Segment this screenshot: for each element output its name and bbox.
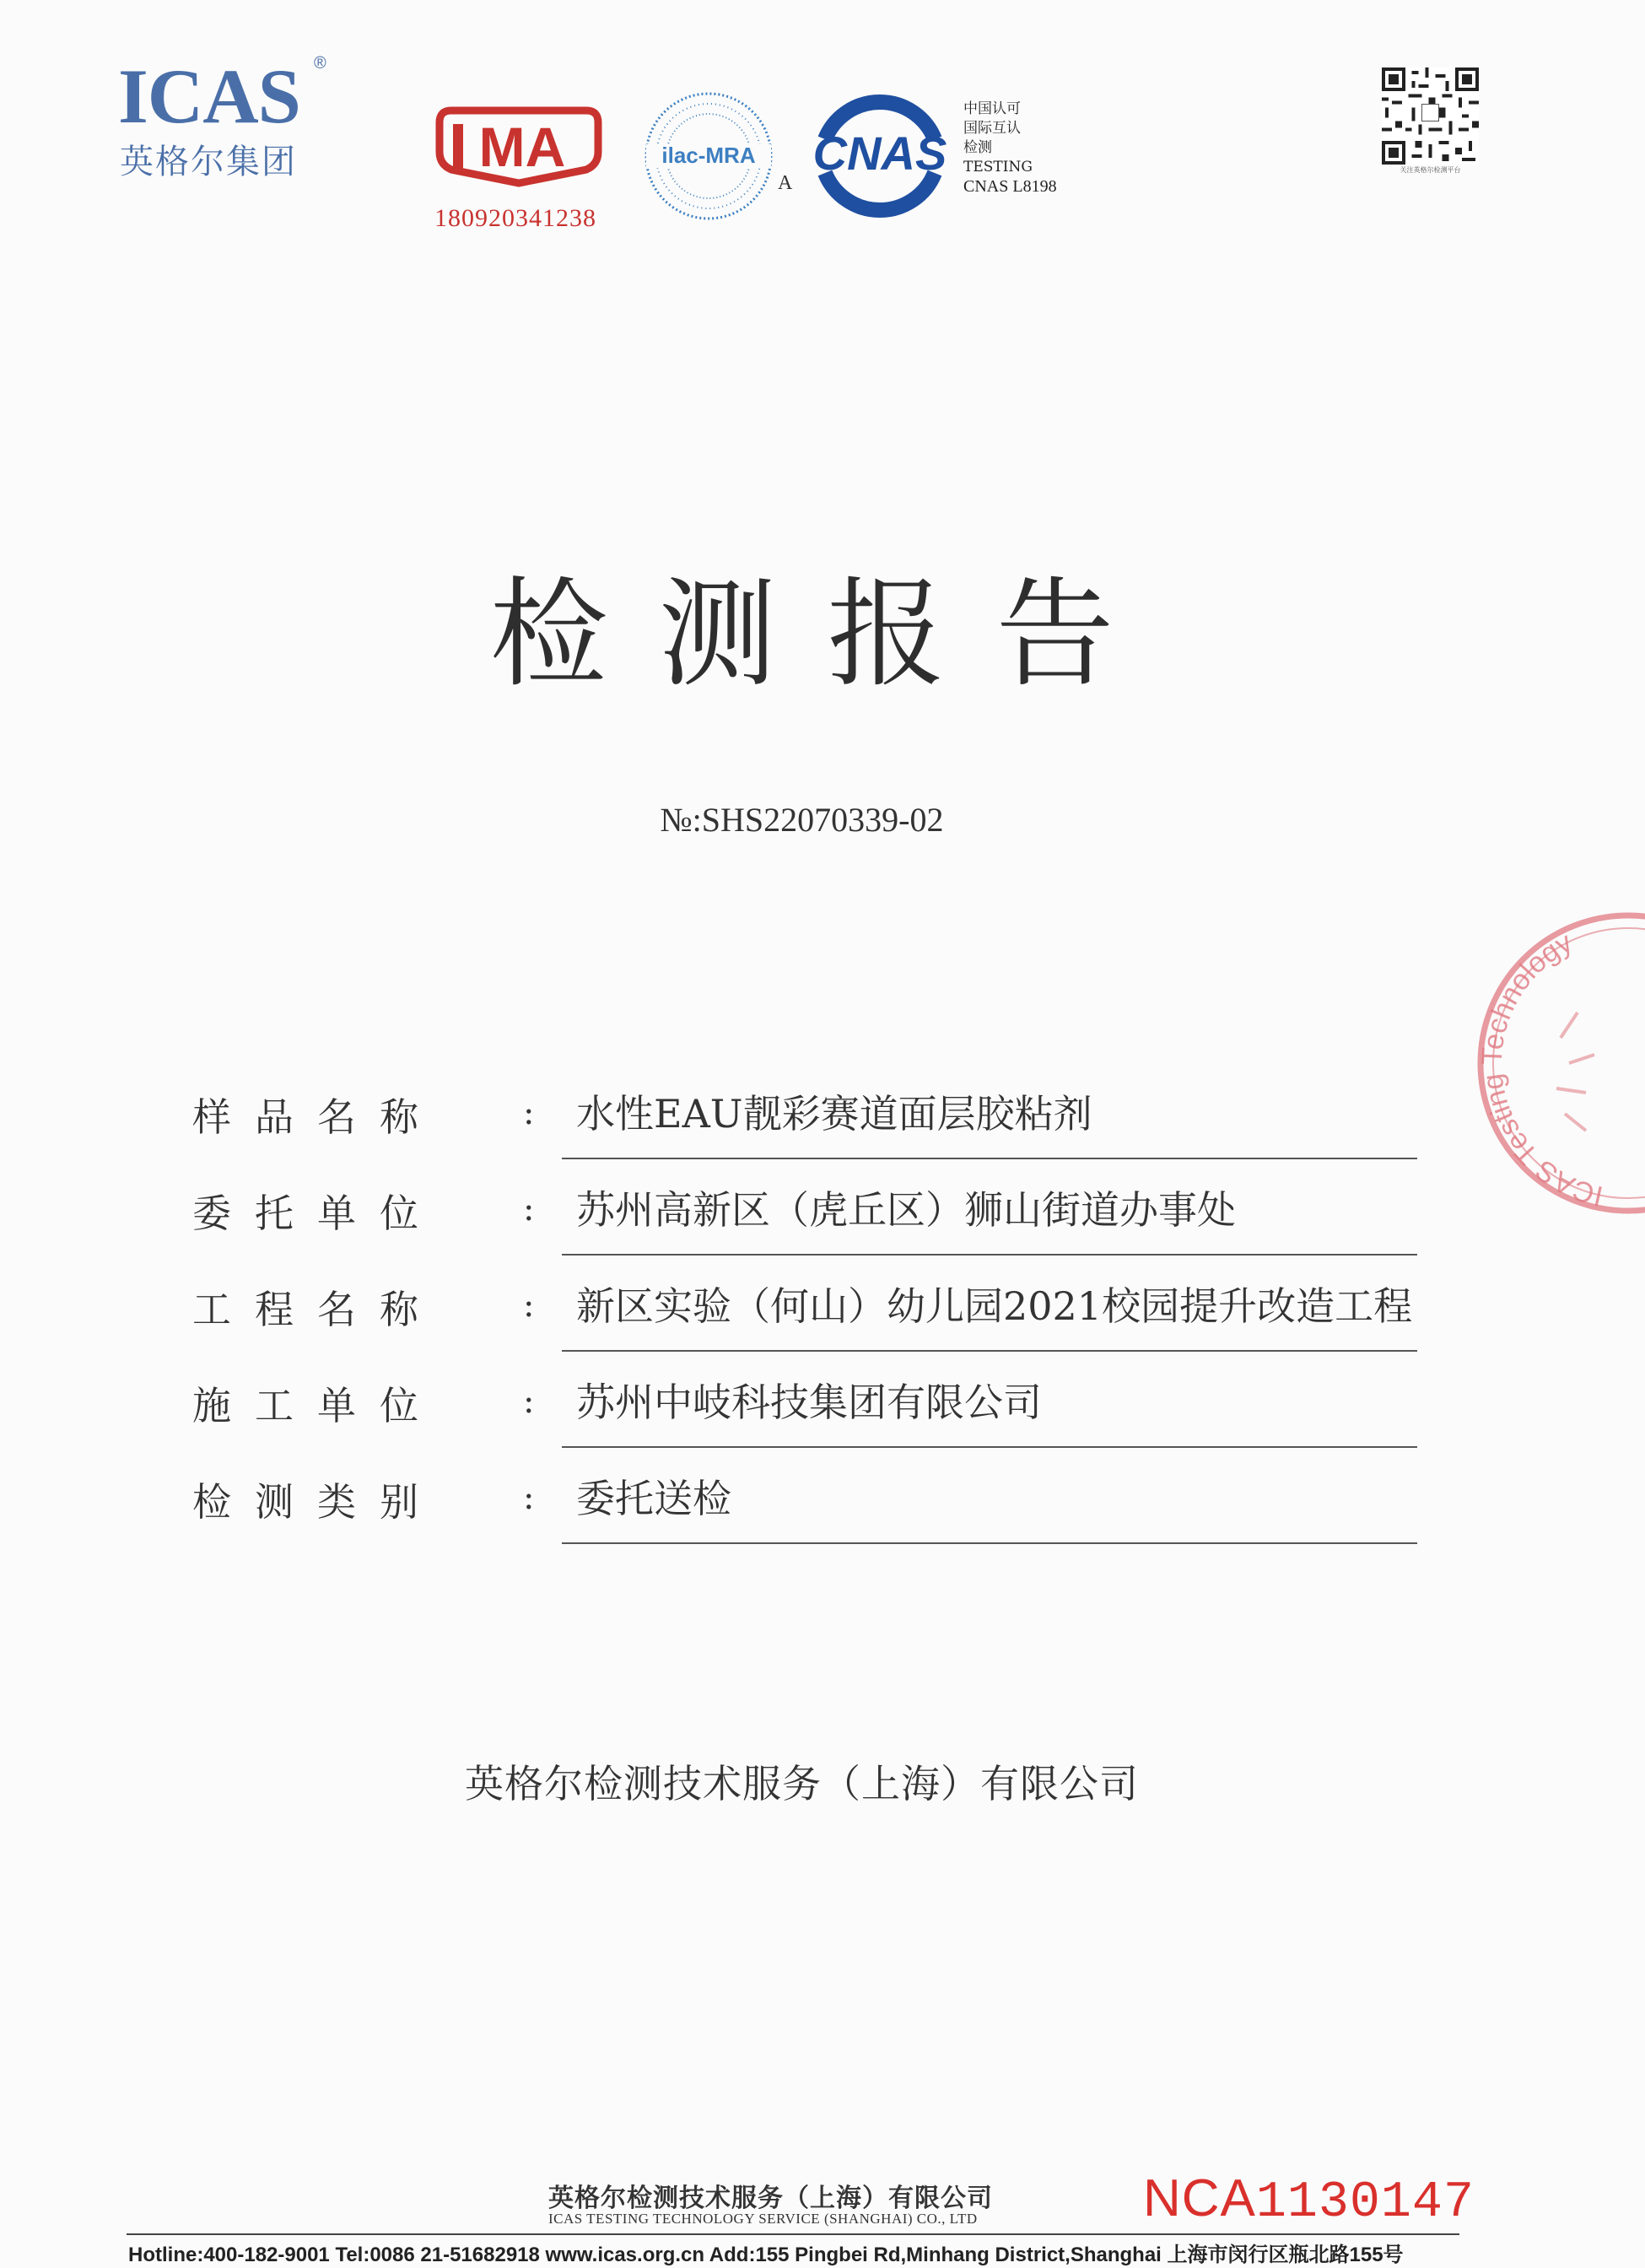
icas-registered-mark: ®	[314, 54, 326, 73]
cnas-logo	[800, 89, 960, 224]
ilac-logo-text: ilac-MRA	[661, 143, 756, 168]
report-title: 检测报告	[489, 566, 1165, 704]
field-value-contractor: 苏州中岐科技集团有限公司	[576, 1380, 1042, 1425]
icas-logo-word: ICAS	[118, 53, 300, 139]
footer-divider	[127, 2233, 1459, 2235]
cnas-accreditation-text	[963, 100, 1057, 197]
nca-prefix: NCA	[1143, 2169, 1256, 2228]
field-colon: :	[523, 1478, 535, 1517]
qr-caption: 关注英格尔检测平台	[1400, 166, 1461, 174]
cma-logo-text: MA	[478, 116, 566, 178]
field-underline	[562, 1542, 1417, 1544]
field-label-project-name: 工 程 名 称	[192, 1287, 418, 1332]
field-label-test-category: 检 测 类 别	[192, 1479, 418, 1525]
field-colon: :	[523, 1094, 535, 1132]
ilac-mra-logo	[641, 89, 776, 224]
footer-company-en: ICAS TESTING TECHNOLOGY SERVICE (SHANGHAI) CO., LTD	[548, 2211, 978, 2227]
cnas-line: 国际互认	[963, 120, 1021, 137]
footer-contact-info: Hotline:400-182-9001 Tel:0086 21-51682918 www.icas.org.cn Add:155 Pingbei Rd,Minhang District,Shanghai 上海市闵行区瓶北路155号	[128, 2244, 1404, 2266]
field-underline	[562, 1254, 1417, 1256]
field-value-client: 苏州高新区（虎丘区）狮山街道办事处	[576, 1187, 1236, 1233]
field-underline	[562, 1350, 1417, 1352]
field-colon: :	[523, 1382, 535, 1421]
footer-company-cn: 英格尔检测技术服务（上海）有限公司	[548, 2184, 993, 2213]
seal-text: ICAS Testing Technology	[1475, 926, 1606, 1212]
field-colon: :	[523, 1286, 535, 1325]
field-underline	[562, 1158, 1417, 1159]
cnas-code: CNAS L8198	[963, 177, 1057, 196]
field-label-contractor: 施 工 单 位	[192, 1383, 418, 1428]
field-value-project-name: 新区实验（何山）幼儿园2021校园提升改造工程	[576, 1283, 1413, 1329]
cma-number: 180920341238	[434, 204, 596, 232]
cnas-line: 中国认可	[963, 100, 1021, 117]
ilac-suffix: A	[778, 172, 793, 194]
field-label-client: 委 托 单 位	[192, 1191, 418, 1236]
cnas-line: TESTING	[963, 159, 1033, 176]
cnas-line: 检测	[963, 139, 992, 156]
nca-serial	[1143, 2168, 1475, 2232]
icas-logo-chinese: 英格尔集团	[120, 143, 297, 181]
field-underline	[562, 1446, 1417, 1448]
field-value-test-category: 委托送检	[576, 1476, 731, 1521]
qr-code	[1382, 68, 1479, 165]
field-label-sample-name: 样 品 名 称	[192, 1094, 418, 1140]
field-colon: :	[523, 1190, 535, 1228]
nca-number: 1130147	[1255, 2174, 1475, 2232]
cnas-logo-text: CNAS	[812, 127, 947, 180]
cma-logo	[434, 105, 603, 186]
report-number: №:SHS22070339-02	[660, 801, 944, 839]
issuing-company: 英格尔检测技术服务（上海）有限公司	[465, 1761, 1139, 1806]
field-value-sample-name: 水性EAU靓彩赛道面层胶粘剂	[576, 1091, 1092, 1137]
company-seal-stamp	[1459, 911, 1645, 1249]
